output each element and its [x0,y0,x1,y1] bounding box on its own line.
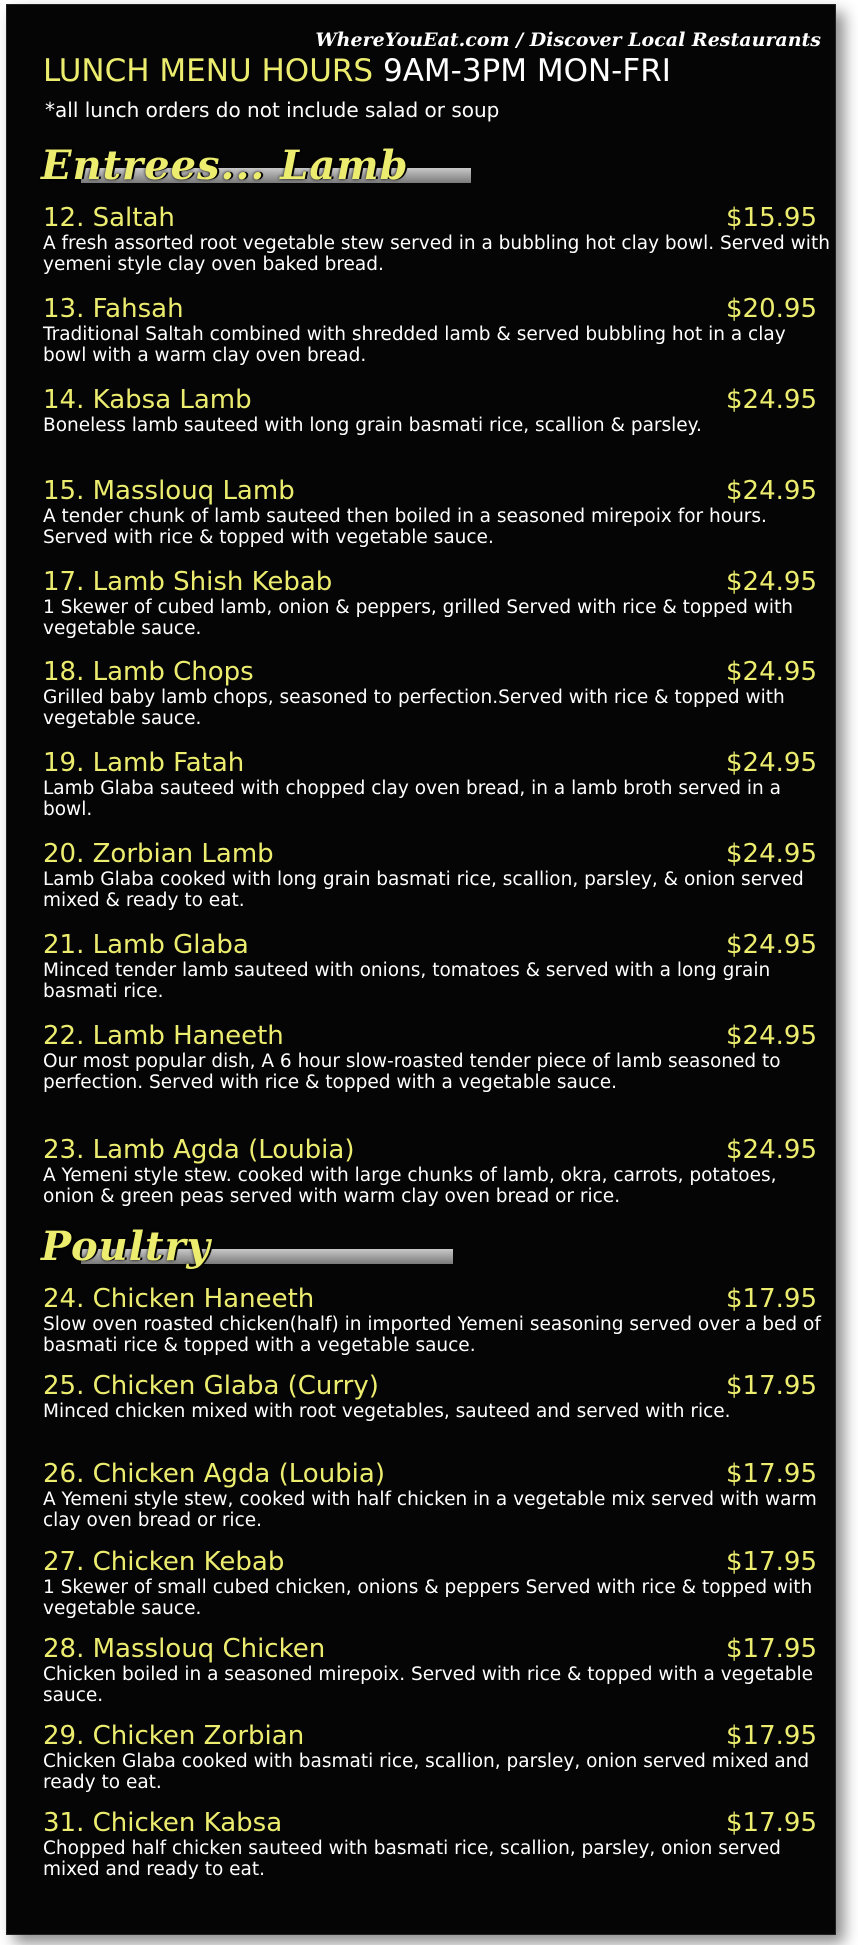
menu-item [7,1284,835,1356]
menu-item [7,294,835,366]
menu-item-price: $17.95 [726,1547,817,1577]
menu-item-description: A Yemeni style stew. cooked with large chunks of lamb, okra, carrots, potatoes, onion & green peas served with warm clay oven bread or rice. [43,1165,777,1207]
menu-item-header [7,1459,835,1491]
menu-item-header [7,1634,835,1666]
menu-item-name: 14. Kabsa Lamb [43,385,252,415]
menu-item-name: 31. Chicken Kabsa [43,1808,283,1838]
menu-item-price: $20.95 [726,294,817,324]
menu-item-header [7,203,835,235]
menu-item-name: 17. Lamb Shish Kebab [43,567,333,597]
menu-item-description: Chopped half chicken sauteed with basmati rice, scallion, parsley, onion served mixed and ready to eat. [43,1838,781,1880]
menu-item [7,476,835,548]
menu-item-price: $24.95 [726,748,817,778]
menu-item-header [7,476,835,508]
menu-item [7,1721,835,1793]
menu-item [7,1135,835,1207]
menu-item-header [7,385,835,417]
menu-item-price: $24.95 [726,385,817,415]
menu-item-header [7,1547,835,1579]
menu-item-price: $17.95 [726,1721,817,1751]
menu-page [6,4,836,1935]
menu-item-name: 25. Chicken Glaba (Curry) [43,1371,379,1401]
watermark: WhereYouEat.com / Discover Local Restaurants [315,29,821,51]
menu-item-price: $24.95 [726,1021,817,1051]
menu-item [7,930,835,1002]
menu-item-price: $24.95 [726,930,817,960]
menu-item [7,1459,835,1531]
menu-item-description: 1 Skewer of cubed lamb, onion & peppers, grilled Served with rice & topped with vegetable sauce. [43,597,793,639]
menu-item-price: $17.95 [726,1371,817,1401]
menu-item-price: $24.95 [726,1135,817,1165]
lunch-hours-heading [43,53,671,89]
menu-item-price: $17.95 [726,1808,817,1838]
menu-item-description: 1 Skewer of small cubed chicken, onions & peppers Served with rice & topped with vegetable sauce. [43,1577,813,1619]
menu-item-description: Chicken boiled in a seasoned mirepoix. Served with rice & topped with a vegetable sauce. [43,1664,814,1706]
menu-item-header [7,1371,835,1403]
menu-item-header [7,657,835,689]
menu-item-name: 20. Zorbian Lamb [43,839,274,869]
menu-item-description: Traditional Saltah combined with shredded lamb & served bubbling hot in a clay bowl with a warm clay oven bread. [43,324,786,366]
menu-item-name: 12. Saltah [43,203,175,233]
section-title: Entrees... Lamb [41,142,409,189]
menu-item [7,657,835,729]
menu-item-price: $24.95 [726,567,817,597]
menu-item-header [7,294,835,326]
menu-item-name: 24. Chicken Haneeth [43,1284,315,1314]
menu-item-price: $15.95 [726,203,817,233]
menu-item-price: $17.95 [726,1284,817,1314]
menu-item-description: A Yemeni style stew, cooked with half chicken in a vegetable mix served with warm clay oven bread or rice. [43,1489,817,1531]
menu-item-price: $24.95 [726,839,817,869]
menu-item-description: Grilled baby lamb chops, seasoned to perfection.Served with rice & topped with vegetable sauce. [43,687,785,729]
menu-item-name: 26. Chicken Agda (Loubia) [43,1459,385,1489]
menu-item-description: Lamb Glaba cooked with long grain basmati rice, scallion, parsley, & onion served mixed & ready to eat. [43,869,804,911]
menu-item-description: Boneless lamb sauteed with long grain basmati rice, scallion & parsley. [43,415,702,436]
menu-item [7,1021,835,1093]
menu-item-name: 23. Lamb Agda (Loubia) [43,1135,355,1165]
menu-item-name: 18. Lamb Chops [43,657,254,687]
menu-item-description: Minced tender lamb sauteed with onions, tomatoes & served with a long grain basmati rice. [43,960,771,1002]
menu-item-header [7,1721,835,1753]
menu-item-header [7,1808,835,1840]
section-header-lamb [41,142,471,196]
menu-item-description: A fresh assorted root vegetable stew served in a bubbling hot clay bowl. Served with yemeni style clay oven baked bread. [43,233,830,275]
menu-item-name: 21. Lamb Glaba [43,930,249,960]
menu-item-price: $24.95 [726,476,817,506]
hours-time: 9AM-3PM MON-FRI [382,53,671,89]
menu-item [7,567,835,639]
menu-item-description: Slow oven roasted chicken(half) in imported Yemeni seasoning served over a bed of basmati rice & topped with a vegetable sauce. [43,1314,821,1356]
menu-item [7,203,835,275]
menu-item-name: 19. Lamb Fatah [43,748,245,778]
menu-item [7,1634,835,1706]
lunch-note: *all lunch orders do not include salad or soup [45,98,500,122]
menu-item [7,1547,835,1619]
section-header-poultry [41,1223,453,1277]
menu-item-description: Minced chicken mixed with root vegetables, sauteed and served with rice. [43,1401,731,1422]
menu-item-name: 22. Lamb Haneeth [43,1021,284,1051]
hours-label: LUNCH MENU HOURS [43,53,374,89]
menu-item-header [7,1135,835,1167]
menu-item-name: 13. Fahsah [43,294,184,324]
menu-item [7,748,835,820]
menu-item-header [7,567,835,599]
menu-item-price: $17.95 [726,1459,817,1489]
menu-item-name: 15. Masslouq Lamb [43,476,295,506]
menu-item-header [7,748,835,780]
menu-item [7,1371,835,1422]
menu-item-description: Lamb Glaba sauteed with chopped clay oven bread, in a lamb broth served in a bowl. [43,778,782,820]
menu-item-header [7,1021,835,1053]
menu-item-description: A tender chunk of lamb sauteed then boiled in a seasoned mirepoix for hours. Served with rice & topped with vegetable sauce. [43,506,767,548]
section-title: Poultry [41,1223,211,1270]
menu-item-price: $24.95 [726,657,817,687]
menu-item-name: 27. Chicken Kebab [43,1547,285,1577]
menu-item-price: $17.95 [726,1634,817,1664]
menu-item-header [7,930,835,962]
menu-item-description: Our most popular dish, A 6 hour slow-roasted tender piece of lamb seasoned to perfection. Served with rice & topped with a vegetable sauce. [43,1051,781,1093]
menu-item-name: 29. Chicken Zorbian [43,1721,305,1751]
menu-item-description: Chicken Glaba cooked with basmati rice, scallion, parsley, onion served mixed and ready to eat. [43,1751,810,1793]
menu-item-header [7,839,835,871]
menu-item [7,385,835,436]
menu-item-header [7,1284,835,1316]
menu-item [7,1808,835,1880]
menu-item-name: 28. Masslouq Chicken [43,1634,326,1664]
menu-item [7,839,835,911]
